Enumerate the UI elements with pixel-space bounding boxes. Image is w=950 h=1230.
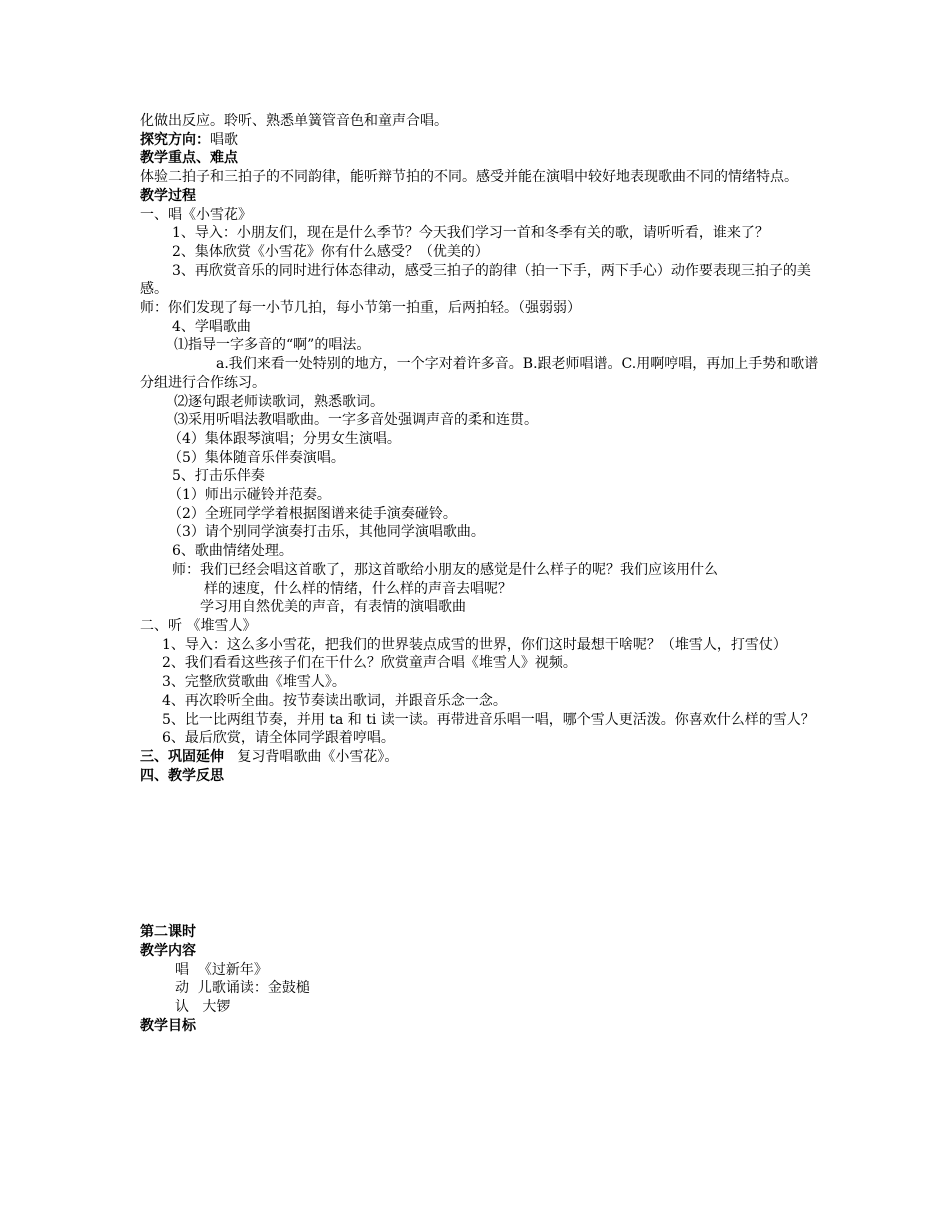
- consolidation-text: 复习背唱歌曲《小雪花》。: [224, 748, 399, 765]
- consolidation-line: [140, 748, 830, 767]
- list-item: 4、学唱歌曲: [172, 318, 251, 335]
- list-item: 5、打击乐伴奏: [172, 468, 265, 485]
- list-item: 3、完整欣赏歌曲《堆雪人》。: [162, 674, 346, 691]
- paragraph: 师：你们发现了每一小节几拍，每小节第一拍重，后两拍轻。（强弱弱）: [140, 300, 581, 317]
- lesson-title: 第二课时: [140, 924, 196, 941]
- explore-direction-label: 探究方向：: [140, 131, 210, 148]
- subsection-heading: 一、唱《小雪花》: [140, 206, 252, 223]
- list-item: 1、导入：小朋友们，现在是什么季节？今天我们学习一首和冬季有关的歌，请听听看，谁来了？: [172, 225, 769, 242]
- content-item: 认 大锣: [175, 999, 231, 1016]
- list-item: （3）请个别同学演奏打击乐，其他同学演唱歌曲。: [168, 524, 485, 541]
- document-page: [140, 112, 830, 1036]
- paragraph: 学习用自然优美的声音，有表情的演唱歌曲: [200, 599, 466, 616]
- paragraph: 样的速度，什么样的情绪，什么样的声音去唱呢？: [204, 580, 512, 597]
- content-item: 动 儿歌诵读：金鼓槌: [175, 980, 310, 997]
- list-item: 6、最后欣赏，请全体同学跟着哼唱。: [162, 730, 395, 747]
- explore-direction-line: [140, 131, 830, 150]
- section-heading: 四、教学反思: [140, 767, 224, 784]
- section-heading: 教学内容: [140, 943, 196, 960]
- explore-direction-text: 唱歌: [210, 131, 238, 148]
- list-item: 2、集体欣赏《小雪花》你有什么感受？（优美的）: [172, 243, 489, 260]
- list-item: ⑶采用听唱法教唱歌曲。一字多音处强调声音的柔和连贯。: [174, 412, 538, 429]
- list-item: 5、比一比两组节奏，并用 ta 和 ti 读一读。再带进音乐唱一唱，哪个雪人更活泼。你喜欢什么样的雪人？: [162, 711, 815, 728]
- section-heading: 教学目标: [140, 1017, 196, 1034]
- list-item: （1）师出示碰铃并范奏。: [168, 487, 331, 504]
- section-heading: 教学过程: [140, 187, 196, 204]
- blank-space: [140, 785, 830, 923]
- paragraph: 体验二拍子和三拍子的不同韵律，能听辩节拍的不同。感受并能在演唱中较好地表现歌曲不同的情绪特点。: [140, 169, 798, 186]
- list-item: （5）集体随音乐伴奏演唱。: [168, 449, 345, 466]
- subsection-heading: 二、听 《堆雪人》: [140, 617, 257, 634]
- list-item: （4）集体跟琴演唱；分男女生演唱。: [168, 430, 401, 447]
- list-item: 2、我们看看这些孩子们在干什么？欣赏童声合唱《堆雪人》视频。: [162, 655, 577, 672]
- paragraph: 化做出反应。聆听、熟悉单簧管音色和童声合唱。: [140, 113, 448, 129]
- list-item: 4、再次聆听全曲。按节奏读出歌词，并跟音乐念一念。: [162, 692, 507, 709]
- list-item: 1、导入：这么多小雪花，把我们的世界装点成雪的世界，你们这时最想干啥呢？（堆雪人，打雪仗）: [162, 636, 787, 653]
- content-item: 唱 《过新年》: [175, 961, 268, 978]
- section-heading: 教学重点、难点: [140, 150, 238, 167]
- consolidation-label: 三、巩固延伸: [140, 748, 224, 765]
- list-item: （2）全班同学学着根据图谱来徒手演奏碰铃。: [168, 505, 457, 522]
- list-item: 6、歌曲情绪处理。: [172, 543, 293, 560]
- list-item: a.我们来看一处特别的地方，一个字对着许多音。B.跟老师唱谱。C.用啊哼唱，再加上手势和歌谱分组进行合作练习。: [140, 356, 819, 391]
- list-item: ⑴指导一字多音的“啊”的唱法。: [174, 337, 371, 354]
- list-item: ⑵逐句跟老师读歌词，熟悉歌词。: [174, 393, 384, 410]
- list-item: 3、再欣赏音乐的同时进行体态律动，感受三拍子的韵律（拍一下手，两下手心）动作要表现三拍子的美感。: [140, 262, 811, 298]
- paragraph: 师：我们已经会唱这首歌了，那这首歌给小朋友的感觉是什么样子的呢？我们应该用什么: [172, 561, 718, 578]
